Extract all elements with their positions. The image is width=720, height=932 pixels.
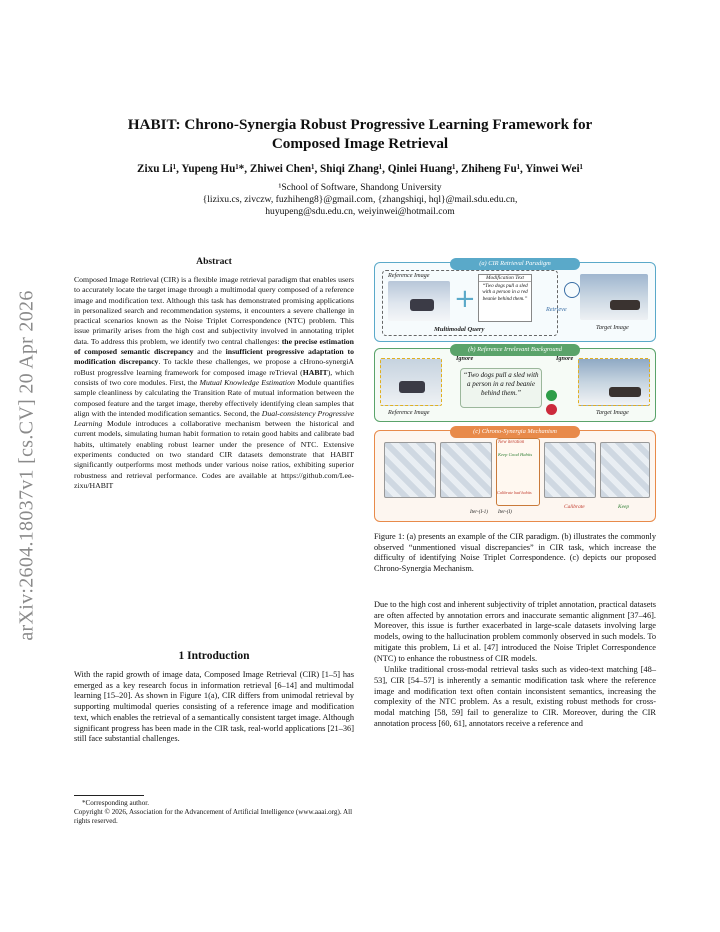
ref-image-label-b: Reference Image	[388, 409, 430, 416]
keep-label: Keep	[618, 504, 630, 510]
arxiv-id: arXiv:2604.18037v1 [cs.CV] 20 Apr 2026	[15, 289, 38, 641]
ignore-label-left: Ignore	[456, 355, 474, 362]
reference-image-b	[380, 358, 442, 406]
image-stack-last	[600, 442, 650, 498]
modification-text-box: Modification Text “Two dogs pull a sled with a person in a red beanie behind them.”	[478, 274, 532, 322]
panel-a-title: (a) CIR Retrieval Paradigm	[450, 258, 580, 270]
calibrate-label: Calibrate	[564, 504, 585, 510]
plus-icon: +	[454, 284, 476, 314]
retrieve-label: Retrieve	[546, 306, 567, 313]
arxiv-sidebar	[12, 255, 42, 675]
figure-1	[374, 258, 656, 524]
keep-good-habits-label: Keep Good Habits	[498, 452, 533, 457]
right-column-body: Due to the high cost and inherent subjectivity of triplet annotation, practical datasets are often affected by annotation errors and inaccurate semantic alignment [37–46]. Moreover, this issue is further exacerbated in large-scale datasets involving large models, owing to the hallucination problem commonly observed in such models. To mitigate this problem, Li et al. [47] introduced the Noise Triplet Correspondence (NTC) to enhance the robustness of CIR models. Unlike traditional cross-modal retrieval tasks such as video-text matching [48–53], CIR [54–57] is inherently a semantic modification task where the reference image and modification text often contain inconsistent semantics, increasing the complexity of the NTC problem. As a result, existing robust methods for cross-modal matching [58, 59] fail to generalize to CIR. Moreover, during the CIR annotation process [60, 61], annotators receive a reference and	[374, 600, 656, 728]
magnifier-icon	[564, 282, 580, 298]
affiliations: ¹School of Software, Shandong University {lizixu.cs, zivczw, fuzhiheng8}@gmail.com, {zhangshiqi, hql}@mail.sdu.edu.cn, huyupeng@sdu.edu.cn, weiyinwei@hotmail.com	[202, 182, 518, 217]
intro-heading: 1 Introduction	[178, 650, 250, 662]
panel-b-title: (b) Reference Irrelevant Background	[450, 344, 580, 356]
abstract-heading: Abstract	[196, 256, 232, 267]
reference-image-a	[388, 281, 450, 321]
target-image-b	[578, 358, 650, 406]
figure-caption: Figure 1: (a) presents an example of the CIR paradigm. (b) illustrates the commonly observed “unmentioned visual discrepancies” in CIR task, which increase the difficulty of identifying Noise Triplet Correspondence. (c) depicts our proposed Chrono-Synergia Mechanism.	[374, 532, 656, 573]
query-bubble: “Two dogs pull a sled with a person in a red beanie behind them.”	[460, 368, 542, 408]
image-stack-mid	[440, 442, 492, 498]
multimodal-query-label: Multimodal Query	[434, 326, 485, 333]
target-image-a	[580, 274, 648, 320]
panel-c-title: (c) Chrono-Synergia Mechanism	[450, 426, 580, 438]
target-image-label-b: Target Image	[596, 409, 629, 416]
intro-paragraph-1: With the rapid growth of image data, Composed Image Retrieval (CIR) [1–5] has emerged as a key research focus in information retrieval [6–14] and multimodal learning [15–20]. As shown in Figure 1(a), CIR differs from unimodal retrieval by supporting multimodal queries consisting of a reference image and modification text, which enables the retrieval of a semantically consistent target image. Although significant progress has been made in the CIR task, real-world applications [21–36] still face substantial challenges.	[74, 670, 354, 744]
iter-prev-label: Iter-(I-1)	[470, 510, 488, 515]
check-icon	[546, 390, 557, 401]
author-list: Zixu Li¹, Yupeng Hu¹*, Zhiwei Chen¹, Shiqi Zhang¹, Qinlei Huang¹, Zhiheng Fu¹, Yinwei Wei¹	[137, 163, 583, 175]
ref-image-label: Reference Image	[388, 272, 430, 279]
iter-cur-label: Iter-(I)	[498, 510, 512, 515]
habit-box	[496, 438, 540, 506]
ignore-label-right: Ignore	[556, 355, 574, 362]
new-iteration-label: New iteration	[498, 440, 525, 445]
target-image-label-a: Target Image	[596, 324, 629, 331]
paper-title: HABIT: Chrono-Synergia Robust Progressive Learning Framework for Composed Image Retrieval	[127, 116, 593, 152]
footnote: *Corresponding author. Copyright © 2026, Association for the Advancement of Artificial Intelligence (www.aaai.org). All rights reserved.	[74, 795, 354, 826]
calibrate-bad-habits-label: Calibrate bad habits	[497, 490, 532, 495]
cross-icon	[546, 404, 557, 415]
image-stack-prev	[384, 442, 436, 498]
image-stack-next	[544, 442, 596, 498]
abstract-body: Composed Image Retrieval (CIR) is a flexible image retrieval paradigm that enables users to accurately locate the target image through a multimodal query composed of a reference image and modification text. Although this task has demonstrated promising applications in personalized search and recommendation systems, it encounters a severe challenge in practical scenarios known as the Noise Triplet Correspondence (NTC) problem. This issue primarily arises from the high cost and subjectivity involved in annotating triplet data. To address this problem, we identify two central challenges: the precise estimation of composed semantic discrepancy and the insufficient progressive adaptation to modification discrepancy. To tackle these challenges, we propose a cHrono-synergiA roBust progressIve learning framework for composed image reTrieval (HABIT), which consists of two core modules. First, the Mutual Knowledge Estimation Module quantifies sample cleanliness by calculating the Transition Rate of mutual information between the composed feature and the target image, thereby effectively identifying clean samples that align with the intended modification semantics. Second, the Dual-consistency Progressive Learning Module introduces a collaborative mechanism between the historical and current models, simulating human habit formation to retain good habits and calibrate bad habits, ultimately enabling robust learner under the presence of NTC. Extensive experiments conducted on two standard CIR datasets demonstrate that HABIT significantly outperforms most methods under various noise ratios, exhibiting superior robustness and retrieval performance. Codes are available at https://github.com/Lee-zixu/HABIT	[74, 275, 355, 490]
